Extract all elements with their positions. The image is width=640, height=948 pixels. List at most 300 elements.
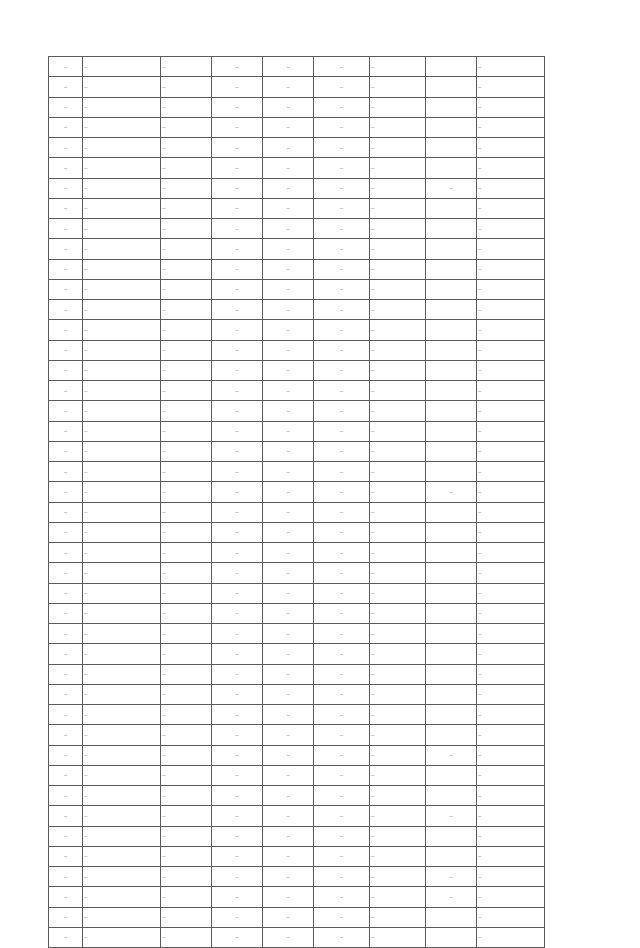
- code-cell: —: [212, 887, 263, 907]
- activity-cell: —: [370, 360, 426, 380]
- row-number-cell: —: [49, 300, 83, 320]
- code-cell: —: [212, 239, 263, 259]
- tax-id-cell: —: [161, 684, 212, 704]
- category-cell: —: [263, 846, 314, 866]
- authority-cell: —: [477, 603, 545, 623]
- authority-cell: —: [477, 765, 545, 785]
- activity-cell: —: [370, 198, 426, 218]
- row-number-cell: —: [49, 846, 83, 866]
- table-row: [49, 705, 545, 725]
- code-cell: —: [212, 705, 263, 725]
- table-row: [49, 178, 545, 198]
- authority-cell: —: [477, 927, 545, 947]
- table-row: [49, 462, 545, 482]
- entity-type-cell: —: [314, 846, 370, 866]
- flag-cell: [426, 421, 477, 441]
- flag-cell: [426, 846, 477, 866]
- authority-cell: —: [477, 421, 545, 441]
- category-cell: —: [263, 462, 314, 482]
- table-row: [49, 765, 545, 785]
- person-name-cell: —: [83, 381, 161, 401]
- flag-cell: [426, 765, 477, 785]
- flag-cell: [426, 603, 477, 623]
- code-cell: —: [212, 725, 263, 745]
- authority-cell: —: [477, 57, 545, 77]
- person-name-cell: —: [83, 826, 161, 846]
- entity-type-cell: —: [314, 543, 370, 563]
- tax-id-cell: —: [161, 198, 212, 218]
- tax-id-cell: —: [161, 522, 212, 542]
- authority-cell: —: [477, 846, 545, 866]
- authority-cell: —: [477, 401, 545, 421]
- flag-cell: [426, 401, 477, 421]
- table-row: [49, 259, 545, 279]
- table-row: [49, 421, 545, 441]
- row-number-cell: —: [49, 725, 83, 745]
- table-row: [49, 320, 545, 340]
- category-cell: —: [263, 867, 314, 887]
- entity-type-cell: —: [314, 279, 370, 299]
- authority-cell: —: [477, 806, 545, 826]
- row-number-cell: —: [49, 603, 83, 623]
- person-name-cell: —: [83, 158, 161, 178]
- row-number-cell: —: [49, 664, 83, 684]
- activity-cell: —: [370, 117, 426, 137]
- category-cell: —: [263, 522, 314, 542]
- category-cell: —: [263, 178, 314, 198]
- table-row: [49, 117, 545, 137]
- authority-cell: —: [477, 664, 545, 684]
- table-row: [49, 198, 545, 218]
- category-cell: —: [263, 421, 314, 441]
- activity-cell: —: [370, 765, 426, 785]
- category-cell: —: [263, 502, 314, 522]
- category-cell: —: [263, 117, 314, 137]
- table-row: [49, 381, 545, 401]
- authority-cell: —: [477, 563, 545, 583]
- authority-cell: —: [477, 826, 545, 846]
- row-number-cell: —: [49, 97, 83, 117]
- row-number-cell: —: [49, 421, 83, 441]
- person-name-cell: —: [83, 259, 161, 279]
- row-number-cell: —: [49, 360, 83, 380]
- entity-type-cell: —: [314, 401, 370, 421]
- activity-cell: —: [370, 705, 426, 725]
- flag-cell: [426, 522, 477, 542]
- row-number-cell: —: [49, 401, 83, 421]
- person-name-cell: —: [83, 198, 161, 218]
- entity-type-cell: —: [314, 624, 370, 644]
- row-number-cell: —: [49, 826, 83, 846]
- table-row: [49, 887, 545, 907]
- flag-cell: [426, 644, 477, 664]
- person-name-cell: —: [83, 482, 161, 502]
- table-row: [49, 97, 545, 117]
- row-number-cell: —: [49, 462, 83, 482]
- table-row: [49, 867, 545, 887]
- row-number-cell: —: [49, 543, 83, 563]
- authority-cell: —: [477, 907, 545, 927]
- category-cell: —: [263, 624, 314, 644]
- tax-id-cell: —: [161, 401, 212, 421]
- person-name-cell: —: [83, 583, 161, 603]
- category-cell: —: [263, 441, 314, 461]
- person-name-cell: —: [83, 360, 161, 380]
- person-name-cell: —: [83, 522, 161, 542]
- authority-cell: —: [477, 522, 545, 542]
- table-body: [49, 57, 545, 948]
- code-cell: —: [212, 462, 263, 482]
- entity-type-cell: —: [314, 644, 370, 664]
- tax-id-cell: —: [161, 806, 212, 826]
- person-name-cell: —: [83, 462, 161, 482]
- tax-id-cell: —: [161, 138, 212, 158]
- category-cell: —: [263, 381, 314, 401]
- tax-id-cell: —: [161, 421, 212, 441]
- entity-type-cell: —: [314, 867, 370, 887]
- code-cell: —: [212, 117, 263, 137]
- activity-cell: —: [370, 624, 426, 644]
- flag-cell: [426, 462, 477, 482]
- category-cell: —: [263, 198, 314, 218]
- table-row: [49, 300, 545, 320]
- authority-cell: —: [477, 320, 545, 340]
- code-cell: —: [212, 846, 263, 866]
- tax-id-cell: —: [161, 867, 212, 887]
- category-cell: —: [263, 482, 314, 502]
- person-name-cell: —: [83, 603, 161, 623]
- entity-type-cell: —: [314, 725, 370, 745]
- category-cell: —: [263, 543, 314, 563]
- code-cell: —: [212, 320, 263, 340]
- code-cell: —: [212, 583, 263, 603]
- person-name-cell: —: [83, 624, 161, 644]
- tax-id-cell: —: [161, 502, 212, 522]
- tax-id-cell: —: [161, 462, 212, 482]
- activity-cell: —: [370, 603, 426, 623]
- code-cell: —: [212, 927, 263, 947]
- person-name-cell: —: [83, 644, 161, 664]
- person-name-cell: —: [83, 887, 161, 907]
- activity-cell: —: [370, 927, 426, 947]
- table-row: [49, 624, 545, 644]
- tax-id-cell: —: [161, 158, 212, 178]
- activity-cell: —: [370, 401, 426, 421]
- flag-cell: [426, 239, 477, 259]
- row-number-cell: —: [49, 684, 83, 704]
- row-number-cell: —: [49, 927, 83, 947]
- person-name-cell: —: [83, 279, 161, 299]
- person-name-cell: —: [83, 543, 161, 563]
- person-name-cell: —: [83, 684, 161, 704]
- entity-type-cell: —: [314, 684, 370, 704]
- row-number-cell: —: [49, 259, 83, 279]
- entity-type-cell: —: [314, 927, 370, 947]
- tax-id-cell: —: [161, 563, 212, 583]
- category-cell: —: [263, 401, 314, 421]
- code-cell: —: [212, 259, 263, 279]
- activity-cell: —: [370, 259, 426, 279]
- tax-id-cell: —: [161, 360, 212, 380]
- entity-type-cell: —: [314, 826, 370, 846]
- tax-id-cell: —: [161, 664, 212, 684]
- flag-cell: —: [426, 806, 477, 826]
- table-row: [49, 543, 545, 563]
- entity-type-cell: —: [314, 563, 370, 583]
- code-cell: —: [212, 482, 263, 502]
- activity-cell: —: [370, 684, 426, 704]
- person-name-cell: —: [83, 178, 161, 198]
- entity-type-cell: —: [314, 360, 370, 380]
- category-cell: —: [263, 239, 314, 259]
- entity-type-cell: —: [314, 97, 370, 117]
- category-cell: —: [263, 603, 314, 623]
- table-row: [49, 745, 545, 765]
- tax-id-cell: —: [161, 340, 212, 360]
- entity-type-cell: —: [314, 441, 370, 461]
- person-name-cell: —: [83, 745, 161, 765]
- row-number-cell: —: [49, 522, 83, 542]
- flag-cell: [426, 158, 477, 178]
- entity-type-cell: —: [314, 745, 370, 765]
- category-cell: —: [263, 360, 314, 380]
- entity-type-cell: —: [314, 340, 370, 360]
- code-cell: —: [212, 786, 263, 806]
- table-row: [49, 482, 545, 502]
- activity-cell: —: [370, 381, 426, 401]
- code-cell: —: [212, 522, 263, 542]
- authority-cell: —: [477, 279, 545, 299]
- category-cell: —: [263, 279, 314, 299]
- row-number-cell: —: [49, 765, 83, 785]
- activity-cell: —: [370, 846, 426, 866]
- table-row: [49, 725, 545, 745]
- tax-id-cell: —: [161, 725, 212, 745]
- tax-id-cell: —: [161, 77, 212, 97]
- flag-cell: —: [426, 867, 477, 887]
- authority-cell: —: [477, 360, 545, 380]
- code-cell: —: [212, 219, 263, 239]
- tax-id-cell: —: [161, 482, 212, 502]
- category-cell: —: [263, 705, 314, 725]
- table-row: [49, 563, 545, 583]
- person-name-cell: —: [83, 765, 161, 785]
- person-name-cell: —: [83, 77, 161, 97]
- table-row: [49, 340, 545, 360]
- code-cell: —: [212, 684, 263, 704]
- category-cell: —: [263, 644, 314, 664]
- entity-type-cell: —: [314, 320, 370, 340]
- row-number-cell: —: [49, 563, 83, 583]
- activity-cell: —: [370, 441, 426, 461]
- activity-cell: —: [370, 482, 426, 502]
- person-name-cell: —: [83, 219, 161, 239]
- activity-cell: —: [370, 725, 426, 745]
- authority-cell: —: [477, 138, 545, 158]
- code-cell: —: [212, 765, 263, 785]
- flag-cell: [426, 219, 477, 239]
- entity-type-cell: —: [314, 158, 370, 178]
- code-cell: —: [212, 340, 263, 360]
- flag-cell: [426, 279, 477, 299]
- activity-cell: —: [370, 57, 426, 77]
- entity-type-cell: —: [314, 806, 370, 826]
- authority-cell: —: [477, 441, 545, 461]
- activity-cell: —: [370, 421, 426, 441]
- person-name-cell: —: [83, 340, 161, 360]
- person-name-cell: —: [83, 664, 161, 684]
- table-row: [49, 138, 545, 158]
- code-cell: —: [212, 300, 263, 320]
- person-name-cell: —: [83, 57, 161, 77]
- code-cell: —: [212, 502, 263, 522]
- table-row: [49, 239, 545, 259]
- code-cell: —: [212, 381, 263, 401]
- tax-id-cell: —: [161, 927, 212, 947]
- row-number-cell: —: [49, 644, 83, 664]
- category-cell: —: [263, 57, 314, 77]
- flag-cell: [426, 502, 477, 522]
- category-cell: —: [263, 786, 314, 806]
- table-row: [49, 583, 545, 603]
- flag-cell: [426, 300, 477, 320]
- row-number-cell: —: [49, 219, 83, 239]
- code-cell: —: [212, 421, 263, 441]
- authority-cell: —: [477, 198, 545, 218]
- entity-type-cell: —: [314, 77, 370, 97]
- category-cell: —: [263, 684, 314, 704]
- category-cell: —: [263, 219, 314, 239]
- person-name-cell: —: [83, 401, 161, 421]
- table-row: [49, 846, 545, 866]
- entity-type-cell: —: [314, 482, 370, 502]
- entity-type-cell: —: [314, 603, 370, 623]
- person-name-cell: —: [83, 300, 161, 320]
- table-row: [49, 806, 545, 826]
- authority-cell: —: [477, 381, 545, 401]
- flag-cell: [426, 381, 477, 401]
- entity-type-cell: —: [314, 117, 370, 137]
- category-cell: —: [263, 300, 314, 320]
- flag-cell: [426, 340, 477, 360]
- authority-cell: —: [477, 583, 545, 603]
- authority-cell: —: [477, 745, 545, 765]
- table-row: [49, 219, 545, 239]
- activity-cell: —: [370, 502, 426, 522]
- flag-cell: [426, 138, 477, 158]
- category-cell: —: [263, 725, 314, 745]
- flag-cell: [426, 725, 477, 745]
- tax-id-cell: —: [161, 846, 212, 866]
- tax-id-cell: —: [161, 644, 212, 664]
- row-number-cell: —: [49, 57, 83, 77]
- person-name-cell: —: [83, 138, 161, 158]
- code-cell: —: [212, 401, 263, 421]
- row-number-cell: —: [49, 138, 83, 158]
- authority-cell: —: [477, 77, 545, 97]
- authority-cell: —: [477, 684, 545, 704]
- row-number-cell: —: [49, 158, 83, 178]
- tax-id-cell: —: [161, 259, 212, 279]
- code-cell: —: [212, 644, 263, 664]
- category-cell: —: [263, 927, 314, 947]
- category-cell: —: [263, 745, 314, 765]
- entity-type-cell: —: [314, 705, 370, 725]
- person-name-cell: —: [83, 320, 161, 340]
- row-number-cell: —: [49, 117, 83, 137]
- table-row: [49, 360, 545, 380]
- table-row: [49, 158, 545, 178]
- person-name-cell: —: [83, 502, 161, 522]
- authority-cell: —: [477, 502, 545, 522]
- row-number-cell: —: [49, 745, 83, 765]
- row-number-cell: —: [49, 279, 83, 299]
- flag-cell: [426, 57, 477, 77]
- person-name-cell: —: [83, 907, 161, 927]
- flag-cell: [426, 563, 477, 583]
- flag-cell: [426, 320, 477, 340]
- authority-cell: —: [477, 705, 545, 725]
- code-cell: —: [212, 279, 263, 299]
- flag-cell: —: [426, 482, 477, 502]
- activity-cell: —: [370, 462, 426, 482]
- tax-id-cell: —: [161, 300, 212, 320]
- tax-id-cell: —: [161, 745, 212, 765]
- flag-cell: [426, 441, 477, 461]
- activity-cell: —: [370, 867, 426, 887]
- tax-id-cell: —: [161, 178, 212, 198]
- authority-cell: —: [477, 219, 545, 239]
- activity-cell: —: [370, 583, 426, 603]
- authority-cell: —: [477, 462, 545, 482]
- authority-cell: —: [477, 786, 545, 806]
- table-row: [49, 401, 545, 421]
- flag-cell: [426, 786, 477, 806]
- code-cell: —: [212, 664, 263, 684]
- person-name-cell: —: [83, 117, 161, 137]
- code-cell: —: [212, 57, 263, 77]
- tax-id-cell: —: [161, 907, 212, 927]
- tax-id-cell: —: [161, 57, 212, 77]
- code-cell: —: [212, 907, 263, 927]
- table-row: [49, 77, 545, 97]
- tax-id-cell: —: [161, 320, 212, 340]
- registry-table: [48, 56, 545, 948]
- authority-cell: —: [477, 239, 545, 259]
- row-number-cell: —: [49, 907, 83, 927]
- authority-cell: —: [477, 97, 545, 117]
- person-name-cell: —: [83, 786, 161, 806]
- flag-cell: [426, 198, 477, 218]
- person-name-cell: —: [83, 927, 161, 947]
- tax-id-cell: —: [161, 786, 212, 806]
- category-cell: —: [263, 826, 314, 846]
- code-cell: —: [212, 158, 263, 178]
- person-name-cell: —: [83, 725, 161, 745]
- entity-type-cell: —: [314, 239, 370, 259]
- table-row: [49, 441, 545, 461]
- tax-id-cell: —: [161, 381, 212, 401]
- code-cell: —: [212, 826, 263, 846]
- row-number-cell: —: [49, 867, 83, 887]
- flag-cell: [426, 684, 477, 704]
- code-cell: —: [212, 563, 263, 583]
- entity-type-cell: —: [314, 462, 370, 482]
- category-cell: —: [263, 806, 314, 826]
- tax-id-cell: —: [161, 765, 212, 785]
- row-number-cell: —: [49, 178, 83, 198]
- code-cell: —: [212, 624, 263, 644]
